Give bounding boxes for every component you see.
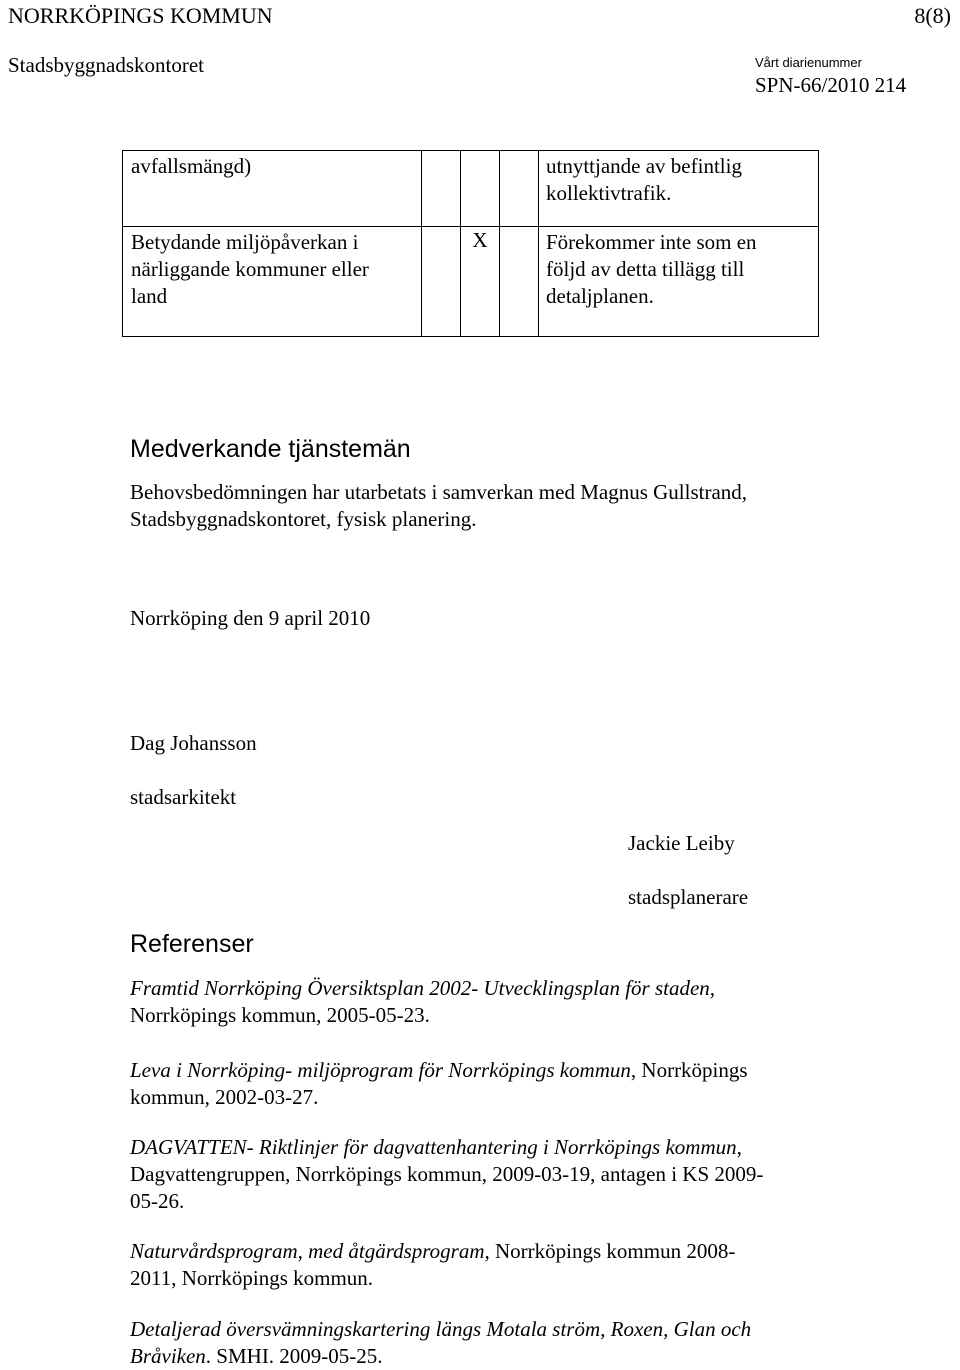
criterion-text: Betydande miljöpåverkan i närliggande kommuner eller land bbox=[131, 230, 369, 308]
section-heading-medverkande: Medverkande tjänstemän bbox=[130, 435, 411, 463]
signatory-name: Jackie Leiby bbox=[628, 831, 735, 855]
department-name: Stadsbyggnadskontoret bbox=[8, 53, 204, 77]
comment-cell bbox=[539, 227, 819, 337]
signature-block bbox=[628, 803, 748, 938]
mark-cell bbox=[461, 227, 500, 337]
mark-cell bbox=[500, 151, 539, 227]
mark-cell bbox=[461, 151, 500, 227]
medverkande-text: Behovsbedömningen har utarbetats i samverkan med Magnus Gullstrand, Stadsbyggnadskontoret, fysisk planering. bbox=[130, 480, 748, 531]
reference-title: Naturvårdsprogram, med åtgärdsprogram, bbox=[130, 1239, 490, 1263]
page-number: 8(8) bbox=[914, 3, 951, 28]
mark-text: X bbox=[472, 228, 488, 252]
mark-cell bbox=[500, 227, 539, 337]
reference-title: DAGVATTEN- Riktlinjer för dagvattenhantering i Norrköpings kommun bbox=[130, 1135, 737, 1159]
organization-name: NORRKÖPINGS KOMMUN bbox=[8, 3, 273, 28]
reference-details: 2011, Norrköpings kommun. bbox=[130, 1266, 374, 1290]
table-row bbox=[123, 227, 819, 337]
criterion-text: avfallsmängd) bbox=[131, 154, 252, 178]
signatory-title: stadsplanerare bbox=[628, 885, 749, 909]
criterion-cell bbox=[123, 227, 422, 337]
criterion-cell bbox=[123, 151, 422, 227]
reference-details: . SMHI. 2009-05-25. bbox=[205, 1344, 383, 1368]
reference-details: , Norrköpings bbox=[630, 1058, 748, 1082]
signatory-name: Dag Johansson bbox=[130, 731, 257, 755]
reference-item bbox=[130, 1057, 748, 1111]
reference-item bbox=[130, 1316, 751, 1370]
reference-title: Framtid Norrköping Översiktsplan 2002- Utvecklingsplan för staden, bbox=[130, 976, 716, 1000]
reference-details: , bbox=[736, 1135, 742, 1159]
diary-number-label: Vårt diarienummer bbox=[755, 55, 862, 70]
mark-cell bbox=[422, 227, 461, 337]
reference-item bbox=[130, 1134, 763, 1215]
mark-cell bbox=[422, 151, 461, 227]
comment-text: Förekommer inte som en följd av detta tillägg till detaljplanen. bbox=[546, 230, 757, 308]
diary-number: SPN-66/2010 214 bbox=[755, 73, 907, 97]
reference-title: Leva i Norrköping- miljöprogram för Norrköpings kommun bbox=[130, 1058, 631, 1082]
reference-details: kommun, 2002-03-27. bbox=[130, 1085, 319, 1109]
reference-details: Norrköpings kommun, 2005-05-23. bbox=[130, 1003, 430, 1027]
reference-details: Norrköpings kommun 2008- bbox=[489, 1239, 736, 1263]
reference-item bbox=[130, 975, 715, 1029]
section-heading-referenser: Referenser bbox=[130, 930, 254, 958]
comment-cell bbox=[539, 151, 819, 227]
reference-title: Bråviken bbox=[130, 1344, 206, 1368]
reference-title: Detaljerad översvämningskartering längs Motala ström, Roxen, Glan och bbox=[130, 1317, 752, 1341]
reference-item bbox=[130, 1238, 735, 1292]
reference-details: 05-26. bbox=[130, 1189, 185, 1213]
date-line: Norrköping den 9 april 2010 bbox=[130, 606, 371, 630]
reference-details: Dagvattengruppen, Norrköpings kommun, 2009-03-19, antagen i KS 2009- bbox=[130, 1162, 764, 1186]
table-row bbox=[123, 151, 819, 227]
comment-text: utnyttjande av befintlig kollektivtrafik. bbox=[546, 154, 742, 205]
signature-block bbox=[130, 703, 257, 838]
signatory-title: stadsarkitekt bbox=[130, 785, 237, 809]
criteria-table bbox=[122, 150, 819, 337]
